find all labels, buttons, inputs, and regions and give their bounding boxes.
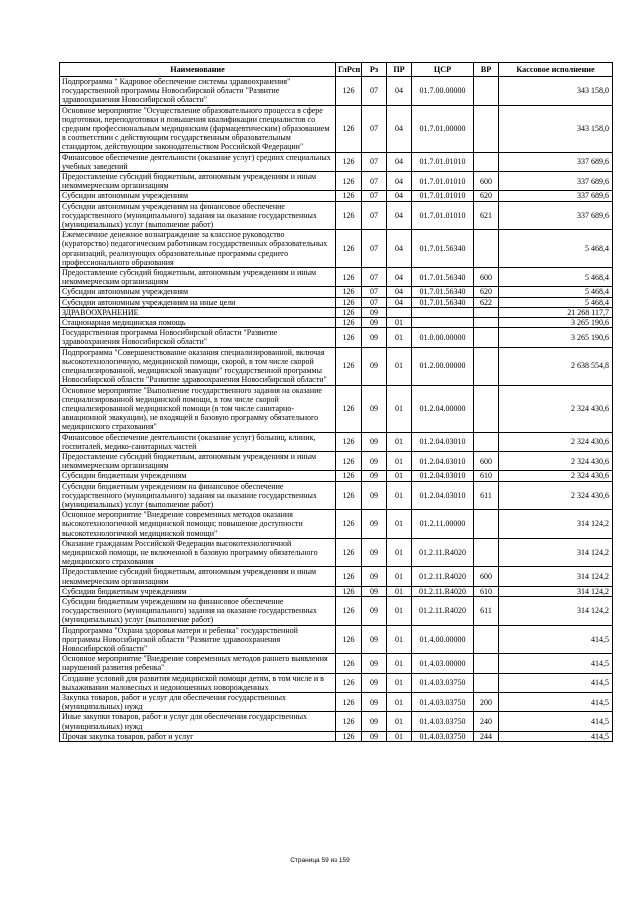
cell-name: ЗДРАВООХРАНЕНИЕ [60, 307, 336, 317]
cell-rz: 09 [362, 318, 387, 328]
cell-name: Иные закупки товаров, работ и услуг для обеспечения государственных (муниципальных) нужд [60, 712, 336, 731]
cell-vr [474, 510, 499, 539]
table-row [60, 347, 613, 385]
cell-vr: 240 [474, 712, 499, 731]
cell-csr: 01.2.11.R4020 [412, 567, 474, 586]
cell-pr: 04 [387, 77, 412, 106]
cell-pr: 04 [387, 297, 412, 307]
cell-name: Основное мероприятие "Внедрение современных методов раннего выявления нарушений развития ребенка" [60, 654, 336, 673]
cell-grbs: 126 [336, 471, 362, 481]
table-row [60, 693, 613, 712]
cell-pr: 01 [387, 328, 412, 347]
cell-rz: 07 [362, 152, 387, 171]
cell-grbs: 126 [336, 731, 362, 741]
cell-vr: 200 [474, 693, 499, 712]
cell-grbs: 126 [336, 201, 362, 230]
cell-name: Финансовое обеспечение деятельности (оказание услуг) больниц, клиник, госпиталей, медико-санитарных частей [60, 432, 336, 451]
cell-rz: 09 [362, 538, 387, 567]
cell-pr: 01 [387, 432, 412, 451]
cell-vr: 600 [474, 451, 499, 470]
cell-csr: 01.7.01.00000 [412, 105, 474, 152]
table-body [60, 77, 613, 742]
cell-name: Подпрограмма "Совершенствование оказания специализированной, включая высокотехнологичную, медицинской помощи, скорой, в том числе скорой специализированной, медицинской эвакуации" государственной программы Новосибирской области "Развитие здравоохранения Новосибирской области" [60, 347, 336, 385]
cell-pr: 04 [387, 201, 412, 230]
cell-grbs: 126 [336, 385, 362, 432]
table-row [60, 172, 613, 191]
cell-grbs: 126 [336, 230, 362, 268]
cell-grbs: 126 [336, 328, 362, 347]
cell-pr: 01 [387, 654, 412, 673]
cell-vr: 610 [474, 586, 499, 596]
cell-grbs: 126 [336, 654, 362, 673]
table-row [60, 538, 613, 567]
cell-rz: 09 [362, 432, 387, 451]
cell-vr: 244 [474, 731, 499, 741]
cell-pr: 01 [387, 510, 412, 539]
table-row [60, 654, 613, 673]
cell-pr: 01 [387, 347, 412, 385]
cell-name: Основное мероприятие "Осуществление образовательного процесса в сфере подготовки, переподготовки и повышения квалификации специалистов со средним профессиональным медицинским (фармацевтическим) образованием в соответствии с действующим государственным образовательным стандартом, действующим законодательством Российской Федерации" [60, 105, 336, 152]
cell-rz: 09 [362, 471, 387, 481]
cell-vr [474, 230, 499, 268]
cell-csr: 01.2.04.03010 [412, 451, 474, 470]
cell-grbs: 126 [336, 596, 362, 625]
cell-csr: 01.4.03.03750 [412, 693, 474, 712]
table-row [60, 287, 613, 297]
cell-csr: 01.7.01.01010 [412, 152, 474, 171]
cell-pr: 01 [387, 712, 412, 731]
cell-rz: 07 [362, 268, 387, 287]
cell-grbs: 126 [336, 510, 362, 539]
cell-rz: 09 [362, 481, 387, 510]
table-row [60, 77, 613, 106]
cell-name: Субсидии бюджетным учреждениям на финансовое обеспечение государственного (муниципального) задания на оказание государственных (муниципальных) услуг (выполнение работ) [60, 481, 336, 510]
cell-grbs: 126 [336, 347, 362, 385]
cell-grbs: 126 [336, 481, 362, 510]
cell-amount: 3 265 190,6 [499, 328, 613, 347]
cell-name: Предоставление субсидий бюджетным, автономным учреждениям и иным некоммерческим организациям [60, 172, 336, 191]
cell-name: Основное мероприятие "Внедрение современных методов оказания высокотехнологичной медицинской помощи; повышение доступности высокотехнологичной медицинской помощи" [60, 510, 336, 539]
cell-vr: 621 [474, 201, 499, 230]
cell-csr: 01.7.01.01010 [412, 201, 474, 230]
cell-name: Субсидии бюджетным учреждениям [60, 586, 336, 596]
cell-amount: 5 468,4 [499, 297, 613, 307]
cell-rz: 09 [362, 586, 387, 596]
cell-name: Основное мероприятие "Выполнение государственного задания на оказание специализированной медицинской помощи, в том числе скорой специализированной медицинской помощи (в том числе санитарно-авиационной эвакуации), не входящей в базовую программу обязательного медицинского страхования" [60, 385, 336, 432]
cell-amount: 314 124,2 [499, 510, 613, 539]
cell-name: Ежемесячное денежное вознаграждение за классное руководство (кураторство) педагогическим работникам государственных образовательных организаций, реализующих образовательные программы среднего профессионального образования [60, 230, 336, 268]
cell-amount: 2 638 554,8 [499, 347, 613, 385]
cell-pr: 01 [387, 567, 412, 586]
table-row [60, 385, 613, 432]
cell-csr [412, 307, 474, 317]
cell-vr [474, 673, 499, 692]
table-row [60, 510, 613, 539]
cell-grbs: 126 [336, 297, 362, 307]
cell-grbs: 126 [336, 77, 362, 106]
cell-rz: 09 [362, 385, 387, 432]
cell-amount: 343 158,0 [499, 105, 613, 152]
cell-csr: 01.7.01.56340 [412, 268, 474, 287]
cell-rz: 09 [362, 451, 387, 470]
table-row [60, 731, 613, 741]
header-name: Наименование [60, 63, 336, 77]
cell-vr [474, 347, 499, 385]
cell-amount: 2 324 430,6 [499, 432, 613, 451]
cell-rz: 09 [362, 731, 387, 741]
cell-name: Стационарная медицинская помощь [60, 318, 336, 328]
cell-grbs: 126 [336, 693, 362, 712]
cell-pr: 04 [387, 268, 412, 287]
cell-rz: 09 [362, 567, 387, 586]
header-vr: ВР [474, 63, 499, 77]
cell-rz: 09 [362, 510, 387, 539]
table-row [60, 432, 613, 451]
cell-rz: 09 [362, 712, 387, 731]
cell-vr [474, 385, 499, 432]
cell-grbs: 126 [336, 318, 362, 328]
table-row [60, 105, 613, 152]
table-row [60, 673, 613, 692]
table-row [60, 268, 613, 287]
cell-grbs: 126 [336, 287, 362, 297]
cell-grbs: 126 [336, 105, 362, 152]
cell-pr: 01 [387, 538, 412, 567]
cell-amount: 314 124,2 [499, 538, 613, 567]
table-row [60, 230, 613, 268]
table-row [60, 307, 613, 317]
cell-csr: 01.2.04.03010 [412, 471, 474, 481]
cell-vr: 600 [474, 172, 499, 191]
table-row [60, 318, 613, 328]
cell-vr: 600 [474, 268, 499, 287]
cell-name: Предоставление субсидий бюджетным, автономным учреждениям и иным некоммерческим организациям [60, 567, 336, 586]
cell-csr: 01.4.00.00000 [412, 625, 474, 654]
cell-rz: 09 [362, 625, 387, 654]
cell-csr: 01.2.11.R4020 [412, 538, 474, 567]
cell-vr: 620 [474, 287, 499, 297]
cell-rz: 07 [362, 77, 387, 106]
table-row [60, 481, 613, 510]
cell-name: Подпрограмма "Охрана здоровья матери и ребенка" государственной программы Новосибирской области "Развитие здравоохранения Новосибирской области" [60, 625, 336, 654]
table-row [60, 201, 613, 230]
cell-grbs: 126 [336, 538, 362, 567]
cell-rz: 09 [362, 347, 387, 385]
cell-name: Подпрограмма " Кадровое обеспечение системы здравоохранения" государственной программы Новосибирской области "Развитие здравоохранения Новосибирской области" [60, 77, 336, 106]
cell-name: Субсидии автономным учреждениям на иные цели [60, 297, 336, 307]
header-grbs: ГлРсп [336, 63, 362, 77]
cell-csr: 01.2.00.00000 [412, 347, 474, 385]
cell-csr: 01.4.03.00000 [412, 654, 474, 673]
header-rz: Рз [362, 63, 387, 77]
cell-csr: 01.4.03.03750 [412, 712, 474, 731]
cell-pr: 01 [387, 596, 412, 625]
cell-name: Субсидии бюджетным учреждениям [60, 471, 336, 481]
cell-vr [474, 538, 499, 567]
budget-table [59, 62, 613, 742]
cell-csr: 01.2.11.00000 [412, 510, 474, 539]
cell-grbs: 126 [336, 432, 362, 451]
cell-name: Создание условий для развития медицинской помощи детям, в том числе и в выхаживании маловесных и недоношенных новорожденных [60, 673, 336, 692]
cell-rz: 07 [362, 172, 387, 191]
cell-csr: 01.7.00.00000 [412, 77, 474, 106]
cell-vr [474, 318, 499, 328]
cell-name: Финансовое обеспечение деятельности (оказание услуг) средних специальных учебных заведений [60, 152, 336, 171]
page-footer: Страница 59 из 159 [290, 857, 350, 864]
cell-csr [412, 318, 474, 328]
cell-vr [474, 432, 499, 451]
cell-vr: 622 [474, 297, 499, 307]
cell-rz: 07 [362, 105, 387, 152]
cell-name: Субсидии автономным учреждениям [60, 287, 336, 297]
cell-grbs: 126 [336, 451, 362, 470]
cell-vr [474, 105, 499, 152]
table-row [60, 471, 613, 481]
cell-csr: 01.2.11.R4020 [412, 596, 474, 625]
cell-csr: 01.7.01.01010 [412, 172, 474, 191]
cell-csr: 01.4.03.03750 [412, 731, 474, 741]
cell-csr: 01.2.11.R4020 [412, 586, 474, 596]
cell-vr [474, 152, 499, 171]
cell-grbs: 126 [336, 268, 362, 287]
cell-grbs: 126 [336, 172, 362, 191]
cell-name: Субсидии автономным учреждениям [60, 191, 336, 201]
cell-amount: 337 689,6 [499, 201, 613, 230]
cell-vr [474, 654, 499, 673]
header-pr: ПР [387, 63, 412, 77]
table-row [60, 596, 613, 625]
cell-amount: 5 468,4 [499, 287, 613, 297]
table-row [60, 586, 613, 596]
cell-pr: 04 [387, 172, 412, 191]
cell-rz: 09 [362, 654, 387, 673]
cell-pr [387, 307, 412, 317]
cell-csr: 01.7.01.56340 [412, 287, 474, 297]
cell-csr: 01.2.04.00000 [412, 385, 474, 432]
cell-name: Оказание гражданам Российской Федерации высокотехнологичной медицинской помощи, не включенной в базовую программу обязательного медицинского страхования [60, 538, 336, 567]
cell-amount: 2 324 430,6 [499, 481, 613, 510]
cell-pr: 04 [387, 152, 412, 171]
cell-csr: 01.2.04.03010 [412, 481, 474, 510]
table-row [60, 625, 613, 654]
cell-pr: 01 [387, 693, 412, 712]
cell-vr: 610 [474, 471, 499, 481]
cell-rz: 07 [362, 287, 387, 297]
cell-grbs: 126 [336, 586, 362, 596]
cell-rz: 07 [362, 201, 387, 230]
cell-vr [474, 307, 499, 317]
table-row [60, 297, 613, 307]
cell-amount: 2 324 430,6 [499, 471, 613, 481]
cell-rz: 07 [362, 191, 387, 201]
header-csr: ЦСР [412, 63, 474, 77]
cell-pr: 01 [387, 451, 412, 470]
cell-rz: 07 [362, 297, 387, 307]
cell-amount: 314 124,2 [499, 567, 613, 586]
table-row [60, 567, 613, 586]
cell-amount: 337 689,6 [499, 191, 613, 201]
cell-amount: 314 124,2 [499, 586, 613, 596]
cell-vr [474, 77, 499, 106]
cell-grbs: 126 [336, 191, 362, 201]
cell-pr: 04 [387, 287, 412, 297]
cell-amount: 21 268 117,7 [499, 307, 613, 317]
cell-amount: 2 324 430,6 [499, 451, 613, 470]
cell-csr: 01.7.01.01010 [412, 191, 474, 201]
cell-rz: 09 [362, 673, 387, 692]
cell-pr: 01 [387, 731, 412, 741]
cell-pr: 04 [387, 230, 412, 268]
cell-pr: 04 [387, 105, 412, 152]
cell-grbs: 126 [336, 625, 362, 654]
cell-amount: 3 265 190,6 [499, 318, 613, 328]
cell-amount: 337 689,6 [499, 172, 613, 191]
cell-amount: 5 468,4 [499, 230, 613, 268]
table-row [60, 712, 613, 731]
cell-name: Субсидии автономным учреждениям на финансовое обеспечение государственного (муниципального) задания на оказание государственных (муниципальных) услуг (выполнение работ) [60, 201, 336, 230]
cell-amount: 414,5 [499, 731, 613, 741]
cell-grbs: 126 [336, 152, 362, 171]
cell-pr: 01 [387, 586, 412, 596]
cell-rz: 09 [362, 307, 387, 317]
cell-vr [474, 328, 499, 347]
cell-amount: 5 468,4 [499, 268, 613, 287]
table-row [60, 191, 613, 201]
cell-csr: 01.7.01.56340 [412, 297, 474, 307]
cell-amount: 414,5 [499, 693, 613, 712]
table-row [60, 328, 613, 347]
cell-pr: 01 [387, 625, 412, 654]
table-row [60, 451, 613, 470]
cell-grbs: 126 [336, 567, 362, 586]
cell-pr: 04 [387, 191, 412, 201]
cell-pr: 01 [387, 318, 412, 328]
cell-pr: 01 [387, 481, 412, 510]
budget-table-container [59, 62, 612, 742]
cell-name: Предоставление субсидий бюджетным, автономным учреждениям и иным некоммерческим организациям [60, 451, 336, 470]
cell-amount: 414,5 [499, 712, 613, 731]
cell-name: Субсидии бюджетным учреждениям на финансовое обеспечение государственного (муниципального) задания на оказание государственных (муниципальных) услуг (выполнение работ) [60, 596, 336, 625]
cell-rz: 09 [362, 693, 387, 712]
cell-grbs: 126 [336, 307, 362, 317]
cell-csr: 01.4.03.03750 [412, 673, 474, 692]
cell-vr: 620 [474, 191, 499, 201]
cell-rz: 07 [362, 230, 387, 268]
cell-csr: 01.2.04.03010 [412, 432, 474, 451]
cell-vr: 611 [474, 481, 499, 510]
cell-name: Предоставление субсидий бюджетным, автономным учреждениям и иным некоммерческим организациям [60, 268, 336, 287]
cell-csr: 01.0.00.00000 [412, 328, 474, 347]
cell-amount: 337 689,6 [499, 152, 613, 171]
cell-rz: 09 [362, 328, 387, 347]
cell-amount: 2 324 430,6 [499, 385, 613, 432]
cell-csr: 01.7.01.56340 [412, 230, 474, 268]
cell-amount: 414,5 [499, 654, 613, 673]
cell-amount: 414,5 [499, 625, 613, 654]
cell-pr: 01 [387, 385, 412, 432]
cell-grbs: 126 [336, 673, 362, 692]
cell-vr: 600 [474, 567, 499, 586]
table-row [60, 152, 613, 171]
cell-amount: 343 158,0 [499, 77, 613, 106]
header-amount: Кассовое исполнение [499, 63, 613, 77]
cell-amount: 314 124,2 [499, 596, 613, 625]
cell-name: Закупка товаров, работ и услуг для обеспечения государственных (муниципальных) нужд [60, 693, 336, 712]
cell-name: Государственная программа Новосибирской области "Развитие здравоохранения Новосибирской области" [60, 328, 336, 347]
cell-vr: 611 [474, 596, 499, 625]
cell-amount: 414,5 [499, 673, 613, 692]
cell-rz: 09 [362, 596, 387, 625]
header-row [60, 63, 613, 77]
cell-name: Прочая закупка товаров, работ и услуг [60, 731, 336, 741]
cell-pr: 01 [387, 471, 412, 481]
cell-grbs: 126 [336, 712, 362, 731]
cell-pr: 01 [387, 673, 412, 692]
cell-vr [474, 625, 499, 654]
